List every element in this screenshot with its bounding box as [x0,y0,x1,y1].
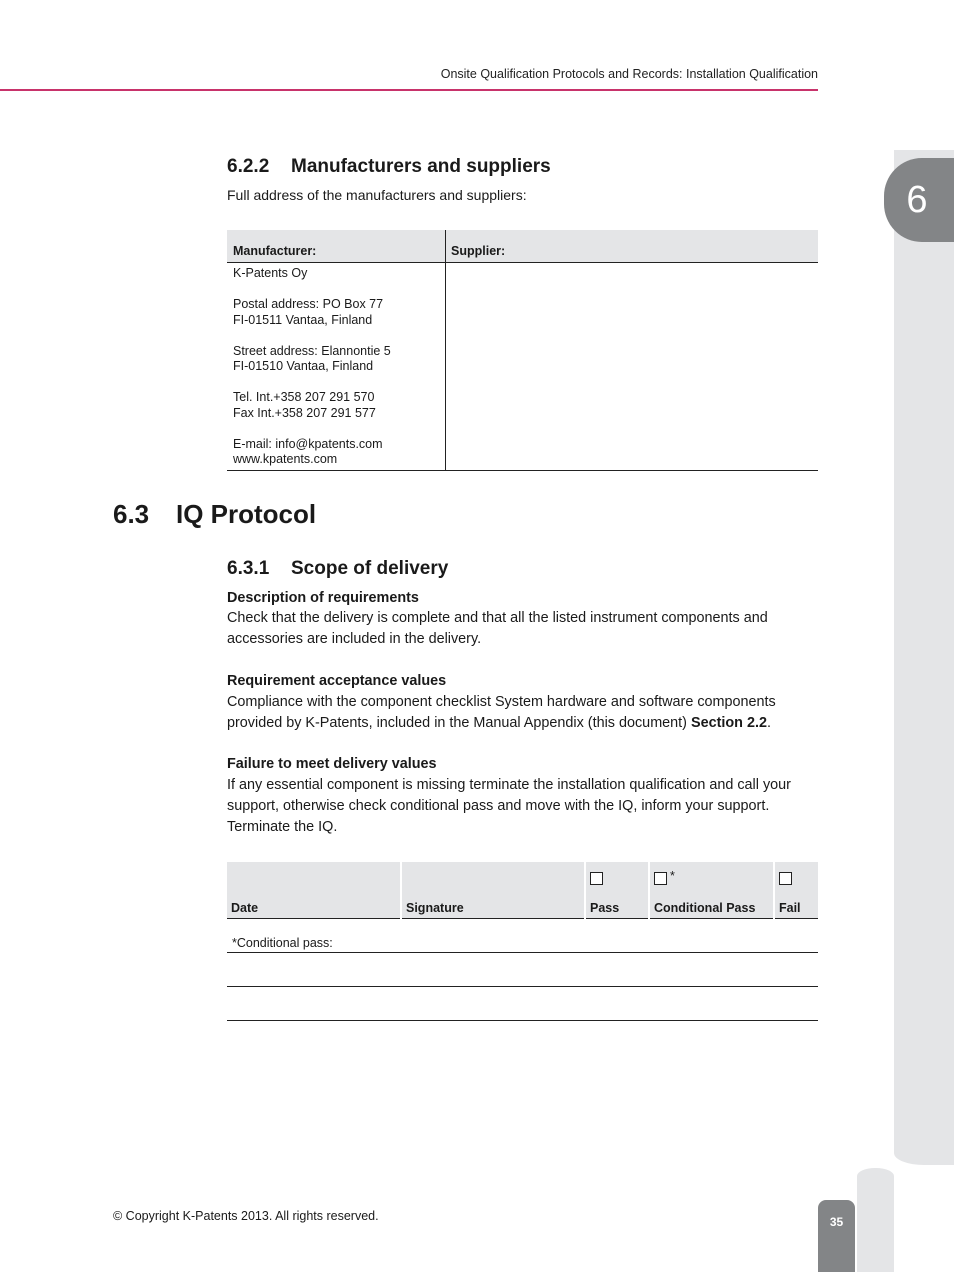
address-line [233,328,391,344]
fail-cell [775,862,818,919]
page-number-tab [818,1200,855,1272]
address-line: Tel. Int.+358 207 291 570 [233,390,375,404]
write-line [227,1020,818,1021]
desc-heading: Description of requirements [227,590,419,606]
section-622-intro: Full address of the manufacturers and suppliers: [227,187,527,203]
conditional-pass-cell [650,862,773,919]
date-label: Date [231,901,259,915]
accept-text-body: Compliance with the component checklist System hardware and software components provided by K-Patents, included in the Manual Appendix (this document) [227,694,776,731]
signature-label: Signature [406,901,464,915]
side-strip [894,150,954,1165]
section-title: Manufacturers and suppliers [291,156,551,177]
conditional-pass-checkbox[interactable] [654,872,667,885]
accept-text-end: . [766,715,771,731]
conditional-star: * [670,869,675,883]
accept-heading: Requirement acceptance values [227,673,447,689]
failure-text: If any essential component is missing terminate the installation qualification and call your support, otherwise check conditional pass and move with the IQ, inform your support. Terminate the IQ. [227,777,791,835]
chapter-number: 6 [906,179,928,221]
address-line [233,375,391,391]
address-line: Postal address: PO Box 77 [233,297,384,311]
page-number: 35 [829,1215,844,1229]
supplier-header: Supplier: [451,244,506,258]
section-title: IQ Protocol [176,499,317,529]
signoff-table [227,862,818,919]
conditional-pass-note: *Conditional pass: [232,936,333,950]
date-cell [227,862,400,919]
header-rule [0,89,818,91]
fail-label: Fail [779,901,801,915]
address-line [233,282,391,298]
address-line: Street address: Elannontie 5 [233,343,391,358]
section-622-heading [227,156,551,178]
pass-checkbox[interactable] [590,872,603,885]
column-separator [445,230,446,470]
section-number: 6.3 [113,499,150,529]
fail-checkbox[interactable] [779,872,792,885]
manufacturer-table [227,230,818,471]
desc-text: Check that the delivery is complete and that all the listed instrument components and accessories are included in the delivery. [227,610,768,647]
address-line [233,421,391,437]
address-line: K-Patents Oy [233,266,308,280]
manufacturer-header: Manufacturer: [233,244,317,258]
section-number: 6.3.1 [227,558,270,579]
address-line: www.kpatents.com [233,452,338,466]
chapter-tab [884,158,954,242]
section-title: Scope of delivery [291,558,449,579]
failure-heading: Failure to meet delivery values [227,756,437,772]
section-number: 6.2.2 [227,156,270,177]
section-reference: Section 2.2 [690,715,767,731]
address-line: FI-01511 Vantaa, Finland [233,312,373,327]
accept-text [227,692,807,734]
address-line: Fax Int.+358 207 291 577 [233,405,376,420]
pass-label: Pass [590,901,620,915]
manufacturer-address [233,266,391,468]
conditional-pass-label: Conditional Pass [654,901,756,915]
write-line [227,986,818,987]
address-line: FI-01510 Vantaa, Finland [233,359,374,373]
write-line [227,952,818,953]
signature-cell [402,862,584,919]
section-631-heading [227,558,448,580]
copyright-footer: © Copyright K-Patents 2013. All rights reserved. [113,1209,379,1223]
pass-cell [586,862,648,919]
address-line: E-mail: info@kpatents.com [233,436,383,451]
bottom-strip [857,1168,894,1272]
section-63-heading [113,499,316,530]
running-header: Onsite Qualification Protocols and Records: Installation Qualification [440,67,818,81]
